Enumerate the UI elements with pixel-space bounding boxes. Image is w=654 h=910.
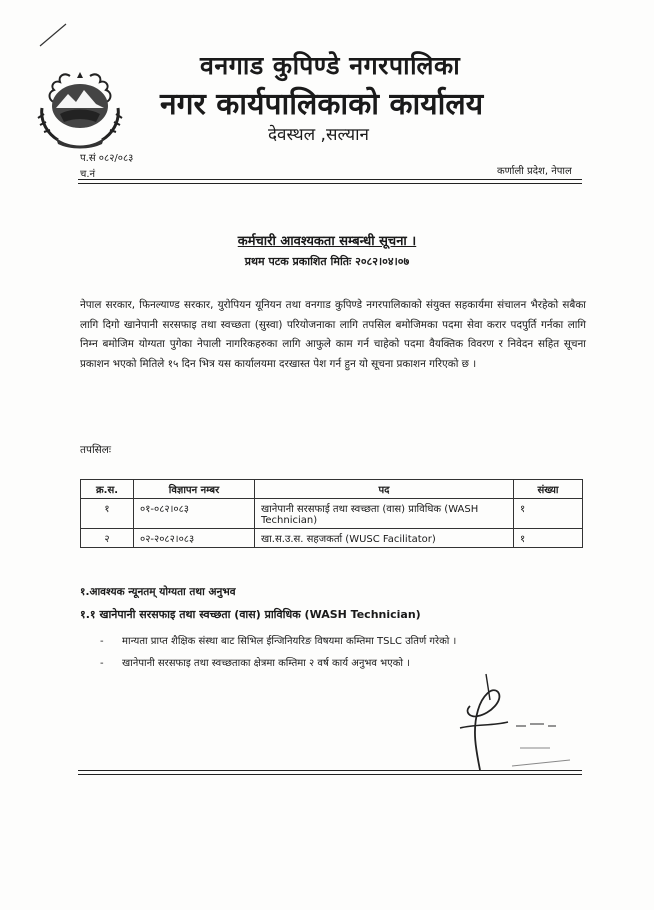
header-count: संख्या bbox=[514, 480, 583, 499]
row-ad-number: ०२-२०८२।०८३ bbox=[134, 529, 255, 548]
office-address: देवस्थल ,सल्यान bbox=[268, 125, 369, 145]
notice-title: कर्मचारी आवश्यकता सम्बन्धी सूचना । bbox=[237, 234, 417, 249]
header-divider-thin bbox=[78, 183, 582, 184]
municipality-name: वनगाड कुपिण्डे नगरपालिका bbox=[200, 51, 461, 80]
government-emblem-logo bbox=[34, 68, 126, 150]
dispatch-number: च.नं bbox=[80, 169, 96, 180]
list-item: - मान्यता प्राप्त शैक्षिक संस्था बाट सिभिल ईन्जिनियरिङ विषयमा कम्तिमा TSLC उतिर्ण गरेको । bbox=[100, 636, 457, 647]
list-item-text: मान्यता प्राप्त शैक्षिक संस्था बाट सिभिल ईन्जिनियरिङ विषयमा कम्तिमा TSLC उतिर्ण गरेको । bbox=[122, 636, 457, 647]
province-name: कर्णाली प्रदेश, नेपाल bbox=[497, 166, 572, 177]
footer-divider bbox=[78, 770, 582, 771]
notice-body: नेपाल सरकार, फिनल्याण्ड सरकार, युरोपियन यूनियन तथा वनगाड कुपिण्डे नगरपालिकाको संयुक्त सहकार्यमा संचालन भैरहेको सबैका लागि दिगो खानेपानी सरसफाइ तथा स्वच्छता (सुस्वा) परियोजनाका लागि तपसिल बमोजिमका पदमा सेवा करार पदपुर्ति गर्नका लागि निम्न बमोजिम योग्यता पुगेका नेपाली नागरिकहरुका लागि आफुले काम गर्न चाहेको पदमा वैयक्तिक विवरण र निवेदन सहित सूचना प्रकाशन भएको मितिले १५ दिन भित्र यस कार्यालयमा दरखास्त पेश गर्न हुन यो सूचना प्रकाशन गरिएको छ । bbox=[80, 299, 586, 370]
row-position: खा.स.उ.स. सहजकर्ता (WUSC Facilitator) bbox=[255, 529, 514, 548]
row-count: १ bbox=[514, 529, 583, 548]
header-ad-number: विज्ञापन नम्बर bbox=[134, 480, 255, 499]
positions-table bbox=[80, 479, 583, 548]
list-item: - खानेपानी सरसफाइ तथा स्वच्छताका क्षेत्रमा कम्तिमा २ वर्ष कार्य अनुभव भएको । bbox=[100, 658, 410, 669]
qualification-subheading: १.१ खानेपानी सरसफाइ तथा स्वच्छता (वास) प्राविधिक (WASH Technician) bbox=[80, 608, 421, 621]
signature-stamp bbox=[420, 670, 590, 780]
qualification-heading: १.आवश्यक न्यूनतम् योग्यता तथा अनुभव bbox=[80, 586, 236, 598]
row-count: १ bbox=[514, 499, 583, 529]
published-date: प्रथम पटक प्रकाशित मितिः २०८२।०४।०७ bbox=[244, 255, 410, 268]
list-item-text: खानेपानी सरसफाइ तथा स्वच्छताका क्षेत्रमा कम्तिमा २ वर्ष कार्य अनुभव भएको । bbox=[122, 658, 410, 669]
footer-divider-thin bbox=[78, 774, 582, 775]
header-serial: क्र.स. bbox=[81, 480, 134, 499]
reference-number: प.सं ०८२/०८३ bbox=[80, 153, 134, 164]
table-row bbox=[81, 499, 583, 529]
header-position: पद bbox=[255, 480, 514, 499]
row-ad-number: ०१-०८२।०८३ bbox=[134, 499, 255, 529]
pen-stroke-mark bbox=[38, 22, 68, 48]
row-serial: २ bbox=[81, 529, 134, 548]
row-serial: १ bbox=[81, 499, 134, 529]
table-header-row bbox=[81, 480, 583, 499]
office-name: नगर कार्यपालिकाको कार्यालय bbox=[160, 87, 484, 122]
list-label: तपसिलः bbox=[80, 444, 112, 456]
row-position: खानेपानी सरसफाई तथा स्वच्छता (वास) प्राविधिक (WASH Technician) bbox=[255, 499, 514, 529]
table-row bbox=[81, 529, 583, 548]
header-divider bbox=[78, 179, 582, 180]
